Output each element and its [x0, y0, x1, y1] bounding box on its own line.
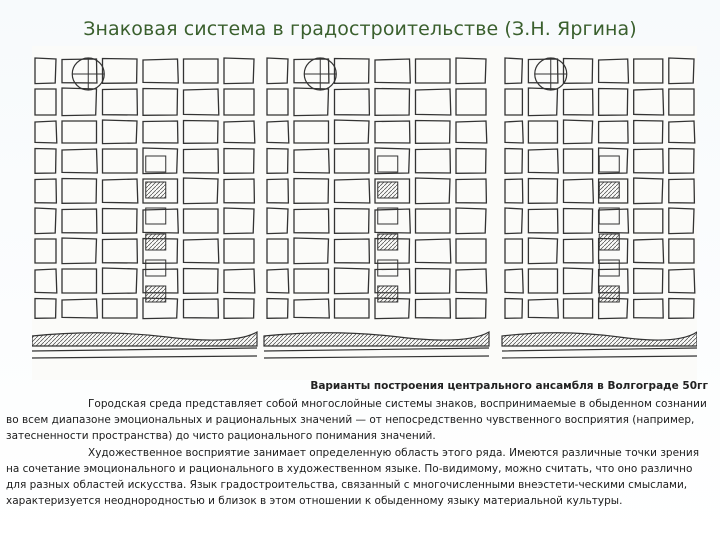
city-block: [224, 149, 254, 174]
city-block: [103, 268, 138, 294]
city-block: [62, 269, 97, 293]
city-block: [669, 121, 695, 143]
city-block: [335, 120, 370, 144]
city-block: [634, 269, 663, 294]
ensemble-building: [378, 286, 398, 302]
city-block: [103, 120, 138, 144]
city-block: [103, 179, 138, 203]
ensemble-building: [146, 286, 166, 302]
city-block: [456, 58, 486, 84]
city-block: [103, 59, 138, 84]
city-block: [416, 178, 451, 204]
city-block: [184, 149, 219, 173]
plan-panel-3: [502, 58, 697, 358]
city-block: [35, 269, 57, 293]
city-block: [456, 299, 486, 319]
city-block: [294, 149, 329, 173]
city-block: [505, 269, 523, 293]
city-block: [564, 179, 594, 203]
city-block: [456, 149, 486, 174]
city-block: [416, 59, 451, 83]
city-block: [35, 208, 56, 234]
city-block: [224, 299, 254, 319]
city-block: [599, 121, 629, 143]
city-block: [416, 121, 451, 144]
ensemble-building: [599, 234, 619, 250]
city-block: [184, 299, 219, 318]
ensemble-building: [599, 182, 619, 198]
city-block: [505, 89, 522, 115]
city-block: [669, 269, 695, 293]
city-block: [564, 299, 593, 318]
ensemble-building: [146, 234, 166, 250]
city-block: [564, 268, 593, 294]
city-block: [224, 239, 254, 263]
city-block: [62, 209, 97, 233]
city-block: [294, 299, 329, 318]
city-block: [35, 58, 56, 84]
shoreline: [264, 348, 489, 358]
city-block: [224, 269, 255, 293]
city-block: [634, 299, 664, 318]
city-block: [335, 268, 370, 294]
city-block: [267, 121, 289, 143]
figure-caption: Варианты построения центрального ансамбля в Волгограде 50гг: [310, 380, 708, 392]
ensemble-building: [599, 286, 619, 302]
city-block: [267, 58, 288, 84]
city-block: [528, 238, 557, 264]
city-block: [669, 239, 694, 263]
city-block: [375, 121, 410, 143]
city-block: [634, 89, 664, 115]
city-block: [375, 148, 410, 174]
city-block: [103, 89, 138, 115]
paragraph-1: Городская среда представляет собой многослойные системы знаков, воспринимаемые в обыденном сознании во всем диапазоне эмоциональных и рациональных значений — от непосредственно чувственного восприятия (например, затесненности пространства) до чисто рационального понимания значений.: [6, 398, 707, 443]
city-block: [505, 239, 522, 263]
city-block: [335, 299, 370, 318]
city-block: [184, 209, 219, 233]
city-block: [416, 239, 451, 263]
city-block: [267, 269, 289, 293]
city-block: [599, 209, 629, 233]
city-block: [634, 59, 663, 83]
city-block: [456, 89, 486, 115]
city-block: [669, 89, 694, 115]
city-block: [62, 88, 97, 116]
city-block: [267, 89, 288, 115]
ensemble-building: [146, 182, 166, 198]
city-block: [528, 299, 558, 318]
city-block: [416, 269, 451, 294]
city-block: [528, 121, 557, 143]
city-block: [224, 179, 254, 203]
city-block: [634, 149, 664, 173]
city-block: [335, 239, 370, 263]
city-block: [267, 179, 288, 203]
city-block: [505, 179, 523, 203]
city-block: [669, 299, 694, 319]
ensemble-building: [378, 260, 398, 276]
city-block: [335, 59, 370, 84]
city-block: [528, 179, 557, 204]
city-block: [267, 208, 288, 234]
city-block: [184, 121, 219, 144]
ensemble-building: [378, 156, 398, 172]
city-block: [294, 88, 329, 116]
city-block: [62, 121, 97, 143]
city-block: [294, 121, 329, 143]
city-block: [528, 209, 558, 233]
city-block: [505, 299, 522, 319]
city-block: [62, 299, 97, 318]
body-text: [6, 396, 712, 509]
city-block: [184, 89, 219, 115]
city-block: [564, 59, 593, 84]
ensemble-building: [146, 156, 166, 172]
city-block: [505, 149, 522, 174]
city-block: [416, 209, 451, 233]
plan-panel-1: [32, 58, 257, 358]
city-block: [294, 269, 329, 293]
city-block: [564, 149, 593, 173]
city-block: [634, 178, 663, 204]
city-block: [599, 148, 628, 174]
city-block: [456, 239, 486, 263]
city-block: [564, 209, 593, 234]
city-block: [35, 299, 56, 319]
city-block: [669, 179, 695, 203]
city-block: [294, 238, 329, 264]
city-block: [564, 120, 593, 144]
city-block: [528, 88, 557, 116]
city-block: [456, 208, 486, 234]
city-block: [335, 179, 370, 203]
city-block: [103, 239, 138, 263]
ensemble-building: [599, 156, 619, 172]
plan-panel-2: [264, 58, 489, 358]
city-block: [669, 149, 694, 174]
city-block: [599, 89, 628, 116]
city-block: [375, 59, 410, 83]
city-block: [103, 299, 138, 318]
city-block: [143, 148, 178, 174]
city-block: [184, 269, 219, 294]
city-block: [528, 149, 558, 173]
ensemble-building: [378, 182, 398, 198]
city-block: [335, 89, 370, 115]
city-block: [416, 149, 451, 173]
city-block: [267, 239, 288, 263]
city-block: [294, 59, 329, 83]
ensemble-building: [599, 260, 619, 276]
ensemble-building: [378, 234, 398, 250]
city-block: [184, 59, 219, 83]
city-block: [184, 239, 219, 263]
shoreline: [32, 348, 257, 358]
city-block: [62, 238, 97, 264]
city-block: [267, 149, 288, 174]
city-block: [416, 299, 451, 318]
city-block: [143, 209, 178, 233]
city-block: [505, 208, 522, 234]
urban-plan-figure: [32, 46, 697, 380]
city-block: [267, 299, 288, 319]
city-block: [456, 121, 487, 143]
city-block: [416, 89, 451, 115]
city-block: [528, 269, 557, 293]
city-block: [294, 209, 329, 233]
embankment: [264, 332, 489, 346]
city-block: [564, 89, 594, 115]
city-block: [184, 178, 219, 204]
city-block: [143, 59, 178, 83]
city-block: [564, 239, 594, 263]
ensemble-building: [146, 260, 166, 276]
city-block: [528, 59, 558, 83]
city-block: [35, 149, 56, 174]
city-block: [143, 121, 178, 143]
city-block: [62, 179, 97, 204]
city-block: [35, 239, 56, 263]
city-block: [62, 149, 97, 173]
city-block: [224, 58, 254, 84]
city-block: [669, 208, 694, 234]
city-block: [224, 121, 255, 143]
city-block: [224, 208, 254, 234]
embankment: [502, 332, 697, 346]
city-block: [599, 59, 629, 83]
city-block: [375, 89, 410, 116]
city-block: [335, 149, 370, 173]
city-block: [634, 121, 663, 144]
slide-title: Знаковая система в градостроительстве (З.Н. Яргина): [83, 18, 637, 40]
city-block: [35, 121, 57, 143]
city-block: [35, 179, 56, 203]
city-block: [224, 89, 254, 115]
city-block: [335, 209, 370, 234]
city-block: [505, 121, 523, 143]
city-block: [294, 179, 329, 204]
city-block: [456, 179, 486, 203]
city-block: [103, 149, 138, 173]
shoreline: [502, 348, 697, 358]
city-block: [634, 209, 663, 233]
city-block: [634, 239, 664, 263]
city-block: [143, 89, 178, 116]
city-block: [505, 58, 522, 84]
plans-drawing: [32, 46, 697, 380]
embankment: [32, 332, 257, 346]
city-block: [35, 89, 56, 115]
paragraph-2: Художественное восприятие занимает определенную область этого ряда. Имеются различные точки зрения на сочетание эмоционального и рационального в художественном языке. По-видимому, можно считать, что оно различно для разных областей искусства. Язык градостроительства, связанный с многочисленными внеэстети-ческими смыслами, характеризуется неоднородностью и близок в этом отношении к обыденному языку материальной культуры.: [6, 446, 700, 508]
city-block: [62, 59, 97, 83]
city-block: [669, 58, 694, 84]
city-block: [103, 209, 138, 234]
city-block: [456, 269, 487, 293]
city-block: [375, 209, 410, 233]
